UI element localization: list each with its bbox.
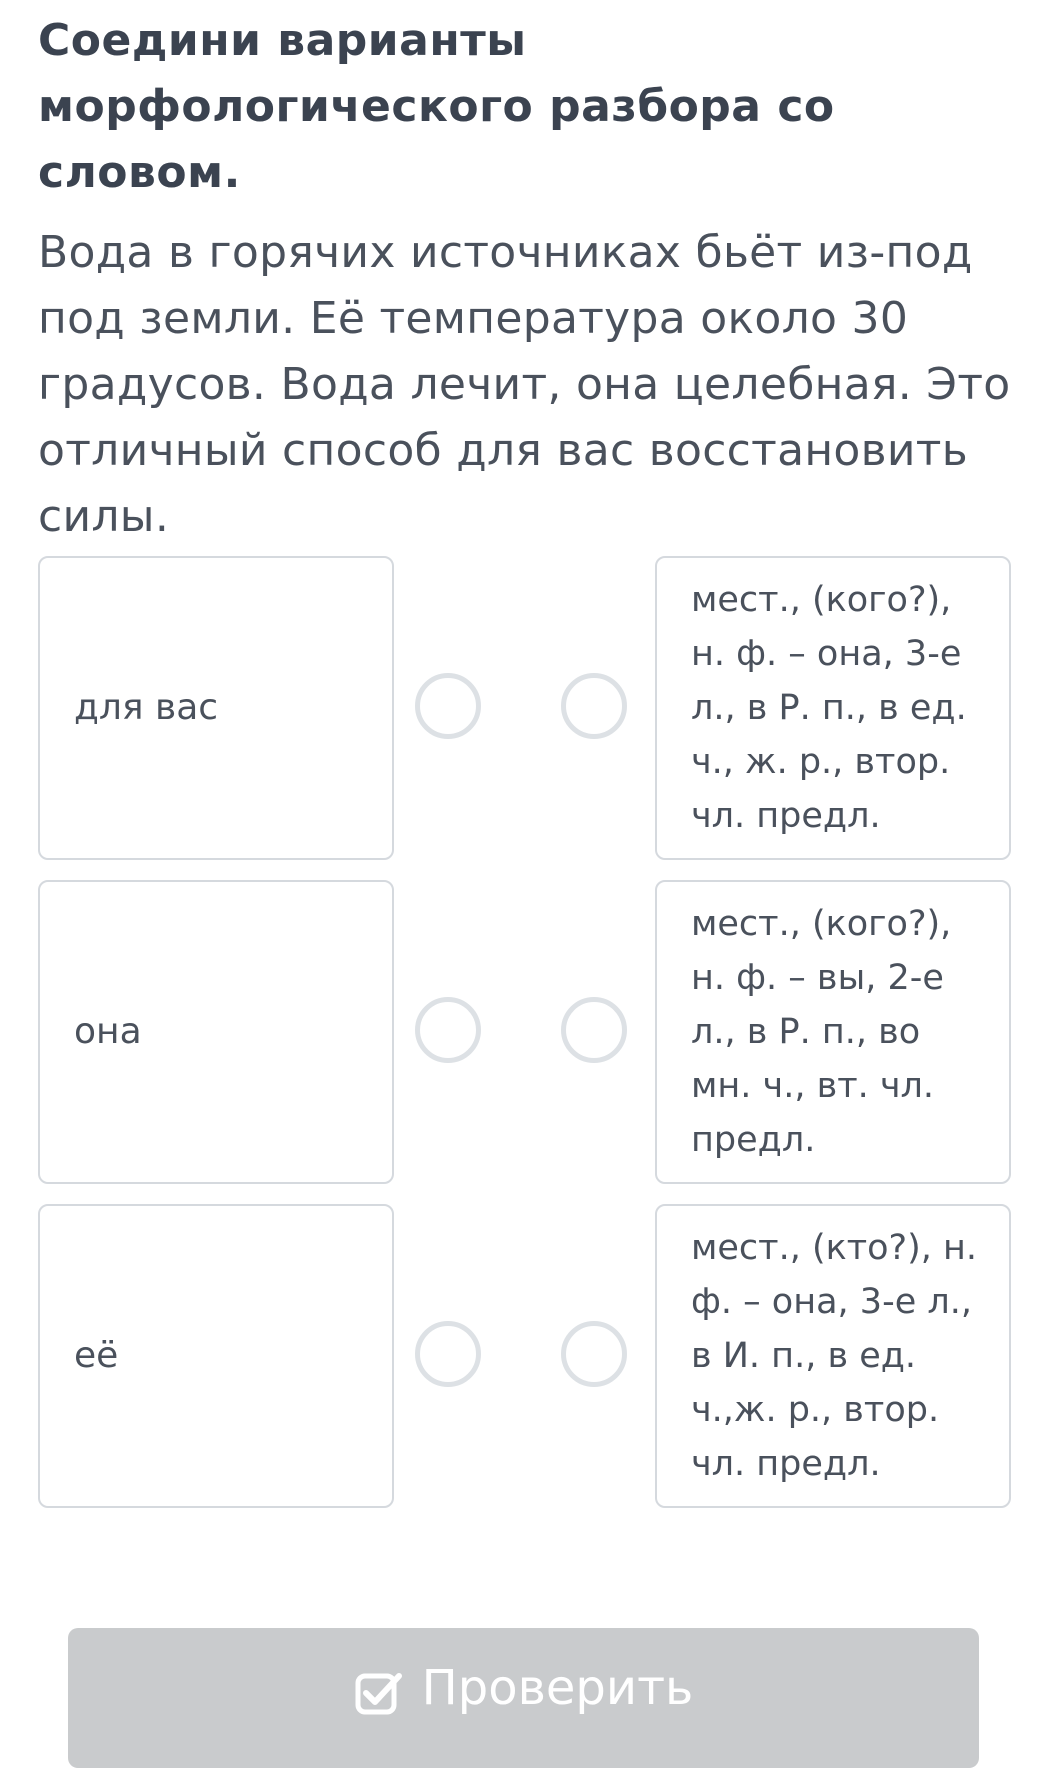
task-title: Соедини варианты морфологического разбора со словом. [38, 15, 835, 198]
task-text: Вода в горячих источниках бьёт из-под под земли. Её температура около 30 градусов. Вода лечит, она целебная. Это отличный способ для вас восстановить силы. [38, 227, 1011, 542]
analysis-card[interactable] [655, 1204, 1011, 1508]
word-card-label: она [74, 1011, 142, 1052]
word-card[interactable] [38, 880, 394, 1184]
analysis-card[interactable] [655, 880, 1011, 1184]
match-row-3 [38, 1204, 1011, 1508]
word-connector-dot[interactable] [415, 673, 481, 739]
analysis-card-label: мест., (кто?), н. ф. – она, 3-е л., в И. п., в ед. ч.,ж. р., втор. чл. предл. [691, 1228, 978, 1484]
match-row-1 [38, 556, 1011, 860]
word-connector-dot[interactable] [415, 1321, 481, 1387]
analysis-connector-dot[interactable] [561, 997, 627, 1063]
matching-area [38, 556, 1011, 1528]
analysis-connector-dot[interactable] [561, 673, 627, 739]
check-button-label: Проверить [421, 1660, 694, 1716]
word-card-label: для вас [74, 687, 219, 728]
match-row-2 [38, 880, 1011, 1184]
checkbox-check-icon [354, 1668, 404, 1718]
analysis-card[interactable] [655, 556, 1011, 860]
word-card[interactable] [38, 1204, 394, 1508]
word-card[interactable] [38, 556, 394, 860]
word-connector-dot[interactable] [415, 997, 481, 1063]
analysis-card-label: мест., (кого?), н. ф. – она, 3-е л., в Р. п., в ед. ч., ж. р., втор. чл. предл. [691, 580, 967, 836]
word-card-label: её [74, 1335, 119, 1376]
analysis-card-label: мест., (кого?), н. ф. – вы, 2-е л., в Р. п., во мн. ч., вт. чл. предл. [691, 904, 952, 1160]
check-button[interactable] [68, 1628, 979, 1768]
analysis-connector-dot[interactable] [561, 1321, 627, 1387]
